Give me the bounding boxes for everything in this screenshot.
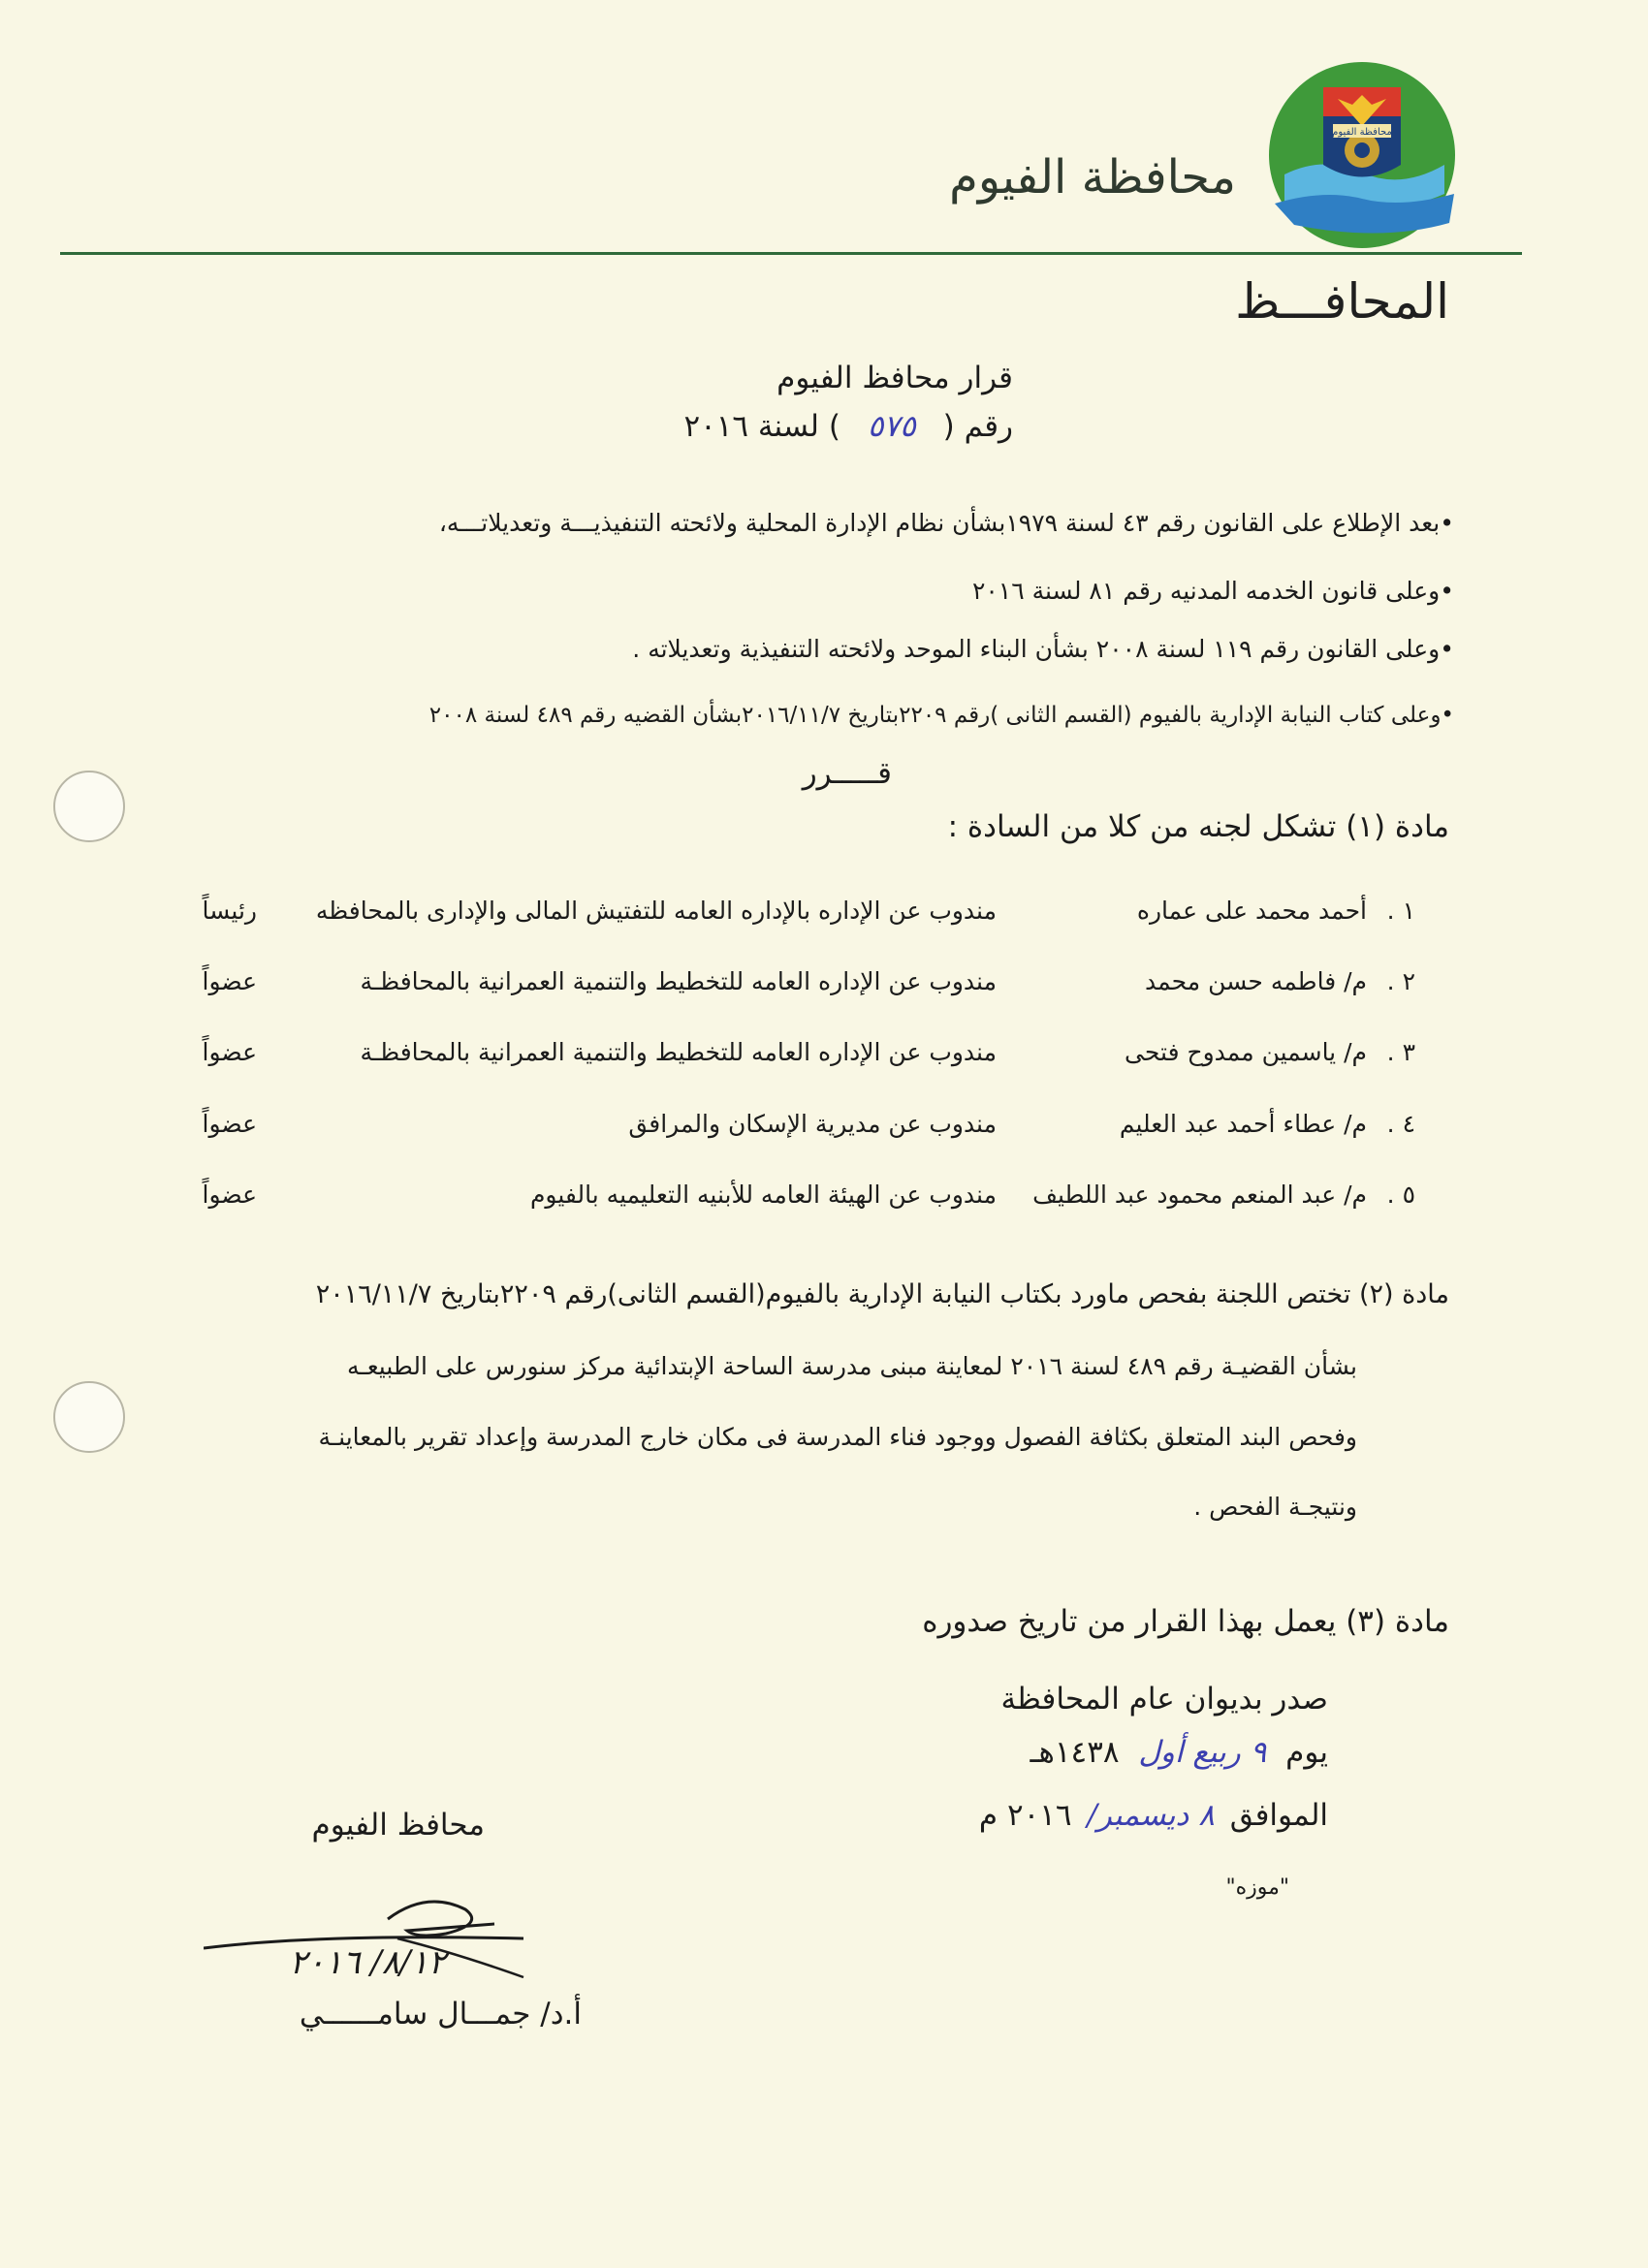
member-position: عضواً	[202, 967, 257, 995]
preamble-line-2: •وعلى قانون الخدمه المدنيه رقم ٨١ لسنة ٢٠١٦	[971, 577, 1454, 605]
member-role: مندوب عن الإداره العامه للتخطيط والتنمية العمرانية بالمحافظـة	[360, 967, 997, 995]
article-2-line-1: مادة (٢) تختص اللجنة بفحص ماورد بكتاب النيابة الإدارية بالفيوم(القسم الثانى)رقم ٢٢٠٩بتاريخ ٢٠١٦/١١/٧	[315, 1279, 1449, 1309]
header-divider	[60, 252, 1522, 255]
article-2-line-3: وفحص البند المتعلق بكثافة الفصول ووجود فناء المدرسة فى مكان خارج المدرسة وإعداد تقرير بالمعاينـة	[318, 1423, 1357, 1451]
decree-number-suffix: ) لسنة ٢٠١٦	[683, 409, 840, 444]
article-2-line-2: بشأن القضيـة رقم ٤٨٩ لسنة ٢٠١٦ لمعاينة مبنى مدرسة الساحة الإبتدائية مركز سنورس على الطبيعـه	[347, 1352, 1357, 1380]
organization-name: محافظة الفيوم	[949, 150, 1236, 205]
office-title: المحافـــظ	[1235, 273, 1449, 330]
article-1-intro: مادة (١) تشكل لجنه من كلا من السادة :	[947, 809, 1449, 844]
member-position: عضواً	[202, 1181, 257, 1209]
signature-date-handwritten: ٨/١٢/ ٢٠١٦	[289, 1943, 446, 1982]
member-number: ٥ .	[1386, 1181, 1415, 1209]
member-position: عضواً	[202, 1038, 257, 1066]
member-role: مندوب عن الإداره بالإداره العامه للتفتيش المالى والإدارى بالمحافظه	[315, 897, 997, 925]
member-role: مندوب عن الهيئة العامه للأبنيه التعليميه بالفيوم	[529, 1181, 997, 1209]
gregorian-date	[979, 1798, 1328, 1833]
member-name: م/ عطاء أحمد عبد العليم	[1119, 1110, 1367, 1138]
member-number: ٣ .	[1386, 1038, 1415, 1066]
decree-number	[683, 409, 1013, 444]
decided-label: قـــــرر	[802, 756, 892, 791]
decree-number-prefix: رقم (	[942, 409, 1013, 444]
preamble-line-1: •بعد الإطلاع على القانون رقم ٤٣ لسنة ١٩٧٩بشأن نظام الإدارة المحلية ولائحته التنفيذيـــة وتعديلاتـــه،	[438, 509, 1454, 537]
member-number: ١ .	[1386, 897, 1415, 925]
signatory-title: محافظ الفيوم	[311, 1808, 485, 1843]
member-role: مندوب عن الإداره العامه للتخطيط والتنمية العمرانية بالمحافظـة	[360, 1038, 997, 1066]
decree-title: قرار محافظ الفيوم	[776, 361, 1013, 395]
member-name: أحمد محمد على عماره	[1136, 897, 1367, 925]
article-2-line-4: ونتيجـة الفحص .	[1193, 1493, 1357, 1521]
gregorian-handwritten: ٨ ديسمبر/	[1087, 1798, 1215, 1833]
member-number: ٢ .	[1386, 967, 1415, 995]
member-name: م/ عبد المنعم محمود عبد اللطيف	[1032, 1181, 1367, 1209]
hijri-prefix: يوم	[1285, 1735, 1328, 1770]
hijri-date	[1030, 1735, 1328, 1770]
article-3: مادة (٣) يعمل بهذا القرار من تاريخ صدوره	[922, 1604, 1449, 1639]
hijri-year: ١٤٣٨هـ	[1030, 1735, 1120, 1770]
governorate-logo	[1265, 58, 1459, 252]
issuance-line: صدر بديوان عام المحافظة	[1000, 1682, 1328, 1717]
member-role: مندوب عن مديرية الإسكان والمرافق	[628, 1110, 997, 1138]
gregorian-year: ٢٠١٦ م	[978, 1798, 1072, 1833]
member-position: عضواً	[202, 1110, 257, 1138]
member-number: ٤ .	[1386, 1110, 1415, 1138]
member-name: م/ فاطمه حسن محمد	[1145, 967, 1367, 995]
logo-text: محافظة الفيوم	[1332, 127, 1392, 138]
gregorian-prefix: الموافق	[1229, 1798, 1328, 1833]
signatory-name: أ.د/ جمـــال سامــــــي	[299, 1997, 582, 2032]
typist-initials: "موزه"	[1225, 1875, 1289, 1900]
decree-number-handwritten: ٥٧٥	[867, 409, 916, 444]
preamble-line-4: •وعلى كتاب النيابة الإدارية بالفيوم (القسم الثانى )رقم ٢٢٠٩بتاريخ ٢٠١٦/١١/٧بشأن القضيه رقم ٤٨٩ لسنة ٢٠٠٨	[428, 703, 1454, 728]
punch-hole-bottom	[53, 1381, 125, 1453]
member-position: رئيساً	[202, 897, 257, 925]
hijri-handwritten: ٩ ربيع أول	[1138, 1735, 1267, 1770]
punch-hole-top	[53, 771, 125, 842]
preamble-line-3: •وعلى القانون رقم ١١٩ لسنة ٢٠٠٨ بشأن البناء الموحد ولائحته التنفيذية وتعديلاته .	[632, 635, 1454, 663]
member-name: م/ ياسمين ممدوح فتحى	[1125, 1038, 1367, 1066]
